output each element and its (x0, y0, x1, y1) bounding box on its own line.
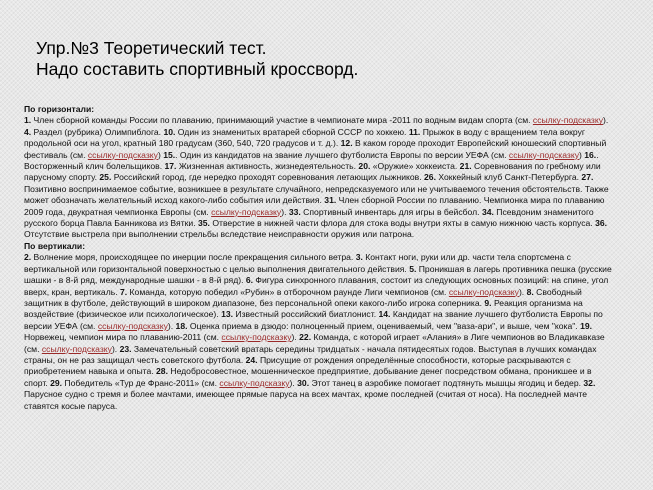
clue-text: Норвежец, чемпион мира по плаванию-2011 (см. (24, 332, 222, 343)
clue-text: Свободный защитник в футболе, действующий в широком диапазоне, без персональной опеки какого-либо игрока соперника. (24, 286, 582, 308)
hint-link[interactable]: ссылку-подсказку (87, 149, 158, 160)
clue-20 (358, 161, 459, 171)
clue-7 (120, 287, 527, 297)
crossword-clues (24, 104, 614, 412)
vertical-heading: По вертикали: (24, 240, 86, 251)
clue-number: 14. (378, 309, 391, 320)
clue-33 (289, 207, 482, 217)
clue-text: Раздел (рубрика) Олимпиблога. (31, 126, 164, 137)
clue-26 (424, 172, 581, 182)
clue-text: Присущие от рождения определённые способности, которые раскрываются с приобретением навыка и опыта. (24, 354, 571, 377)
clue-text: Волнение моря, происходящее по инерции после прекращения сильного ветра. (31, 252, 356, 263)
clue-text-tail: ). (167, 320, 176, 331)
clue-number: 9. (484, 297, 492, 308)
clue-text: Команда, с которой играет «Алания» в Лиге чемпионов во Владикавказе (см. (24, 332, 605, 354)
clue-number: 35. (197, 218, 210, 229)
clue-text: . Один из кандидатов на звание лучшего футболиста Европы по версии УЕФА (см. (175, 149, 509, 160)
clue-text: Замечательный советский вратарь середины тридцатых - начала пятидесятых годов. Выступая в лучших командах страны, он не раз защищал честь советского футбола. (24, 343, 597, 365)
clue-30 (297, 378, 583, 388)
hint-link[interactable]: ссылку-подсказку (211, 206, 282, 217)
clue-text: Парусное судно с тремя и более мачтами, имеющее прямые паруса на всех мачтах, кроме последней (считая от носа). На последней мачте ставятся косые паруса. (24, 389, 588, 411)
clue-2 (24, 252, 356, 262)
clue-number: 3. (355, 252, 363, 263)
clue-text: Этот танец в аэробике помогает подтянуть мышцы ягодиц и бедер. (309, 377, 584, 388)
clue-number: 29. (50, 377, 63, 388)
clue-number: 7. (119, 286, 128, 297)
clue-number: 18. (175, 320, 188, 331)
clue-text-tail: ). (291, 332, 300, 343)
clue-text: Хоккейный клуб Санкт-Петербурга. (435, 172, 582, 183)
clue-number: 34. (481, 206, 494, 217)
clue-text: . Восторженный клич болельщиков. (24, 149, 599, 172)
clue-text: Позитивно воспринимаемое событие, возникшее в результате случайного, непредсказуемого или не учитываемого течения обстоятельств. Также может обозначать желательный исход какого-либо события или действия. (24, 183, 609, 206)
hint-link[interactable]: ссылку-подсказку (219, 377, 290, 388)
clue-number: 25. (99, 172, 112, 183)
clue-25 (99, 172, 424, 182)
vertical-clues (24, 252, 614, 412)
clue-15 (163, 150, 584, 160)
clue-number: 5. (409, 263, 417, 274)
clue-text: «Оружие» хоккеиста. (370, 161, 460, 172)
clue-text-tail: ). (603, 115, 609, 126)
horizontal-heading: По горизонтали: (24, 104, 95, 114)
clue-number: 32. (583, 377, 596, 388)
clue-text: Проникшая в лагерь противника пешка (русские шашки - в 8-й ряд, международные шашки - в 8-й ряд). (24, 263, 612, 286)
clue-text: Член сборной команды России по плаванию, принимающий участие в чемпионате мира -2011 по водным видам спорта (см. (31, 115, 533, 126)
clue-13 (221, 309, 378, 319)
clue-number: 21. (459, 161, 472, 172)
clue-number: 12. (340, 138, 353, 149)
clue-text-tail: ). (518, 286, 527, 297)
clue-text: Псевдоним знаменитого русского борца Павла Банникова из Вятки. (24, 206, 594, 229)
clue-number: 24. (245, 354, 258, 365)
clue-35 (198, 218, 595, 228)
clue-text: Контакт ноги, руки или др. части тела спортсмена с вертикальной или горизонтальной поверхностью с целью выполнения двигательного действия. (24, 252, 571, 274)
clue-number: 11. (408, 126, 421, 137)
slide-title (36, 38, 358, 80)
clue-10 (163, 127, 408, 137)
clue-number: 30. (297, 377, 310, 388)
clue-number: 15. (163, 149, 176, 160)
clue-number: 8. (526, 286, 534, 297)
clue-number: 22. (299, 332, 312, 343)
clue-text: Реакция организма на воздействие (физическое или психологическое). (24, 297, 583, 320)
clue-text: Член сборной России по плаванию. Чемпионка мира по плаванию 2009 года, двукратная чемпионка Европы (см. (24, 195, 605, 217)
clue-number: 6. (245, 275, 254, 286)
clue-number: 16. (584, 149, 597, 160)
clue-text: Команда, которую победил «Рубин» в отборочном раунде Лиги чемпионов (см. (127, 286, 449, 297)
clue-text: Победитель «Тур де Франс-2011» (см. (62, 377, 220, 388)
clue-text-tail: ) (157, 149, 164, 160)
clue-17 (165, 161, 359, 171)
clue-text: Российский город, где нередко проходят соревнования летающих лыжников. (111, 172, 425, 183)
clue-number: 27. (581, 172, 594, 183)
clue-1 (24, 115, 608, 125)
title-line-2: Надо составить спортивный кроссворд. (36, 59, 359, 79)
clue-18 (176, 321, 581, 331)
title-line-1: Упр.№3 Теоретический тест. (36, 38, 267, 58)
clue-4 (24, 127, 163, 137)
clue-number: 36. (595, 218, 608, 229)
clue-text: Фигура синхронного плавания, состоит из следующих основных позиций: на спине, угол вверх, кран, вертикаль. (24, 275, 609, 297)
hint-link[interactable]: ссылку-подсказку (448, 286, 519, 297)
hint-link[interactable]: ссылку-подсказку (532, 115, 603, 126)
clue-text: Жизненная активность, жизнедеятельность. (176, 161, 359, 172)
hint-link[interactable]: ссылку-подсказку (221, 332, 292, 343)
clue-number: 4. (24, 126, 32, 137)
clue-number: 10. (163, 126, 176, 137)
clue-number: 1. (24, 115, 32, 126)
hint-link[interactable]: ссылку-подсказку (508, 149, 579, 160)
clue-text-tail: ). (111, 343, 120, 354)
hint-link[interactable]: ссылку-подсказку (41, 343, 112, 354)
clue-text-tail: ) (579, 149, 585, 160)
clue-text: Спортивный инвентарь для игры в бейсбол. (300, 206, 482, 217)
clue-text: Кандидат на звание лучшего футболиста Европы по версии УЕФА (см. (24, 309, 603, 331)
clue-text: В каком городе проходит Европейский юношеский спортивный фестиваль (см. (24, 138, 607, 160)
clue-text: Соревнования по гребному или парусному спорту. (24, 161, 601, 183)
clue-number: 28. (156, 366, 168, 377)
horizontal-clues (24, 115, 614, 240)
clue-number: 17. (164, 161, 177, 172)
clue-text: Отверстие в нижней части флора для стока воды внутри яхты в самую нижнюю часть корпуса. (209, 218, 596, 229)
clue-29 (50, 378, 297, 388)
clue-number: 31. (324, 195, 337, 206)
clue-text-tail: ). (289, 377, 298, 388)
clue-text: Один из знаменитых вратарей сборной СССР по хоккею. (175, 126, 409, 137)
clue-number: 13. (221, 309, 234, 320)
clue-text: Прыжок в воду с вращением тела вокруг продольной оси на угол, кратный 180 градусам (360, 540, 720 градусов и т. д.). (24, 126, 586, 149)
clue-number: 20. (358, 161, 371, 172)
hint-link[interactable]: ссылку-подсказку (97, 320, 168, 331)
clue-text-tail: ). (281, 206, 289, 217)
clue-text: Известный российский биатлонист. (233, 309, 379, 320)
clue-number: 19. (580, 320, 593, 331)
clue-number: 23. (119, 343, 132, 354)
clue-number: 26. (424, 172, 436, 183)
clue-text: Отсутствие выстрела при выполнении стрельбы вследствие неисправности оружия или патрона. (24, 229, 415, 240)
clue-number: 2. (24, 252, 32, 263)
clue-text: Недобросовестное, мошенническое предприятие, добывание денег посредством обмана, проникшее и в спорт. (24, 366, 592, 388)
clue-number: 33. (288, 206, 301, 217)
clue-text: Оценка приема в дзюдо: полноценный прием, оцениваемый, чем "ваза-ари", и выше, чем "кока". (187, 320, 581, 331)
